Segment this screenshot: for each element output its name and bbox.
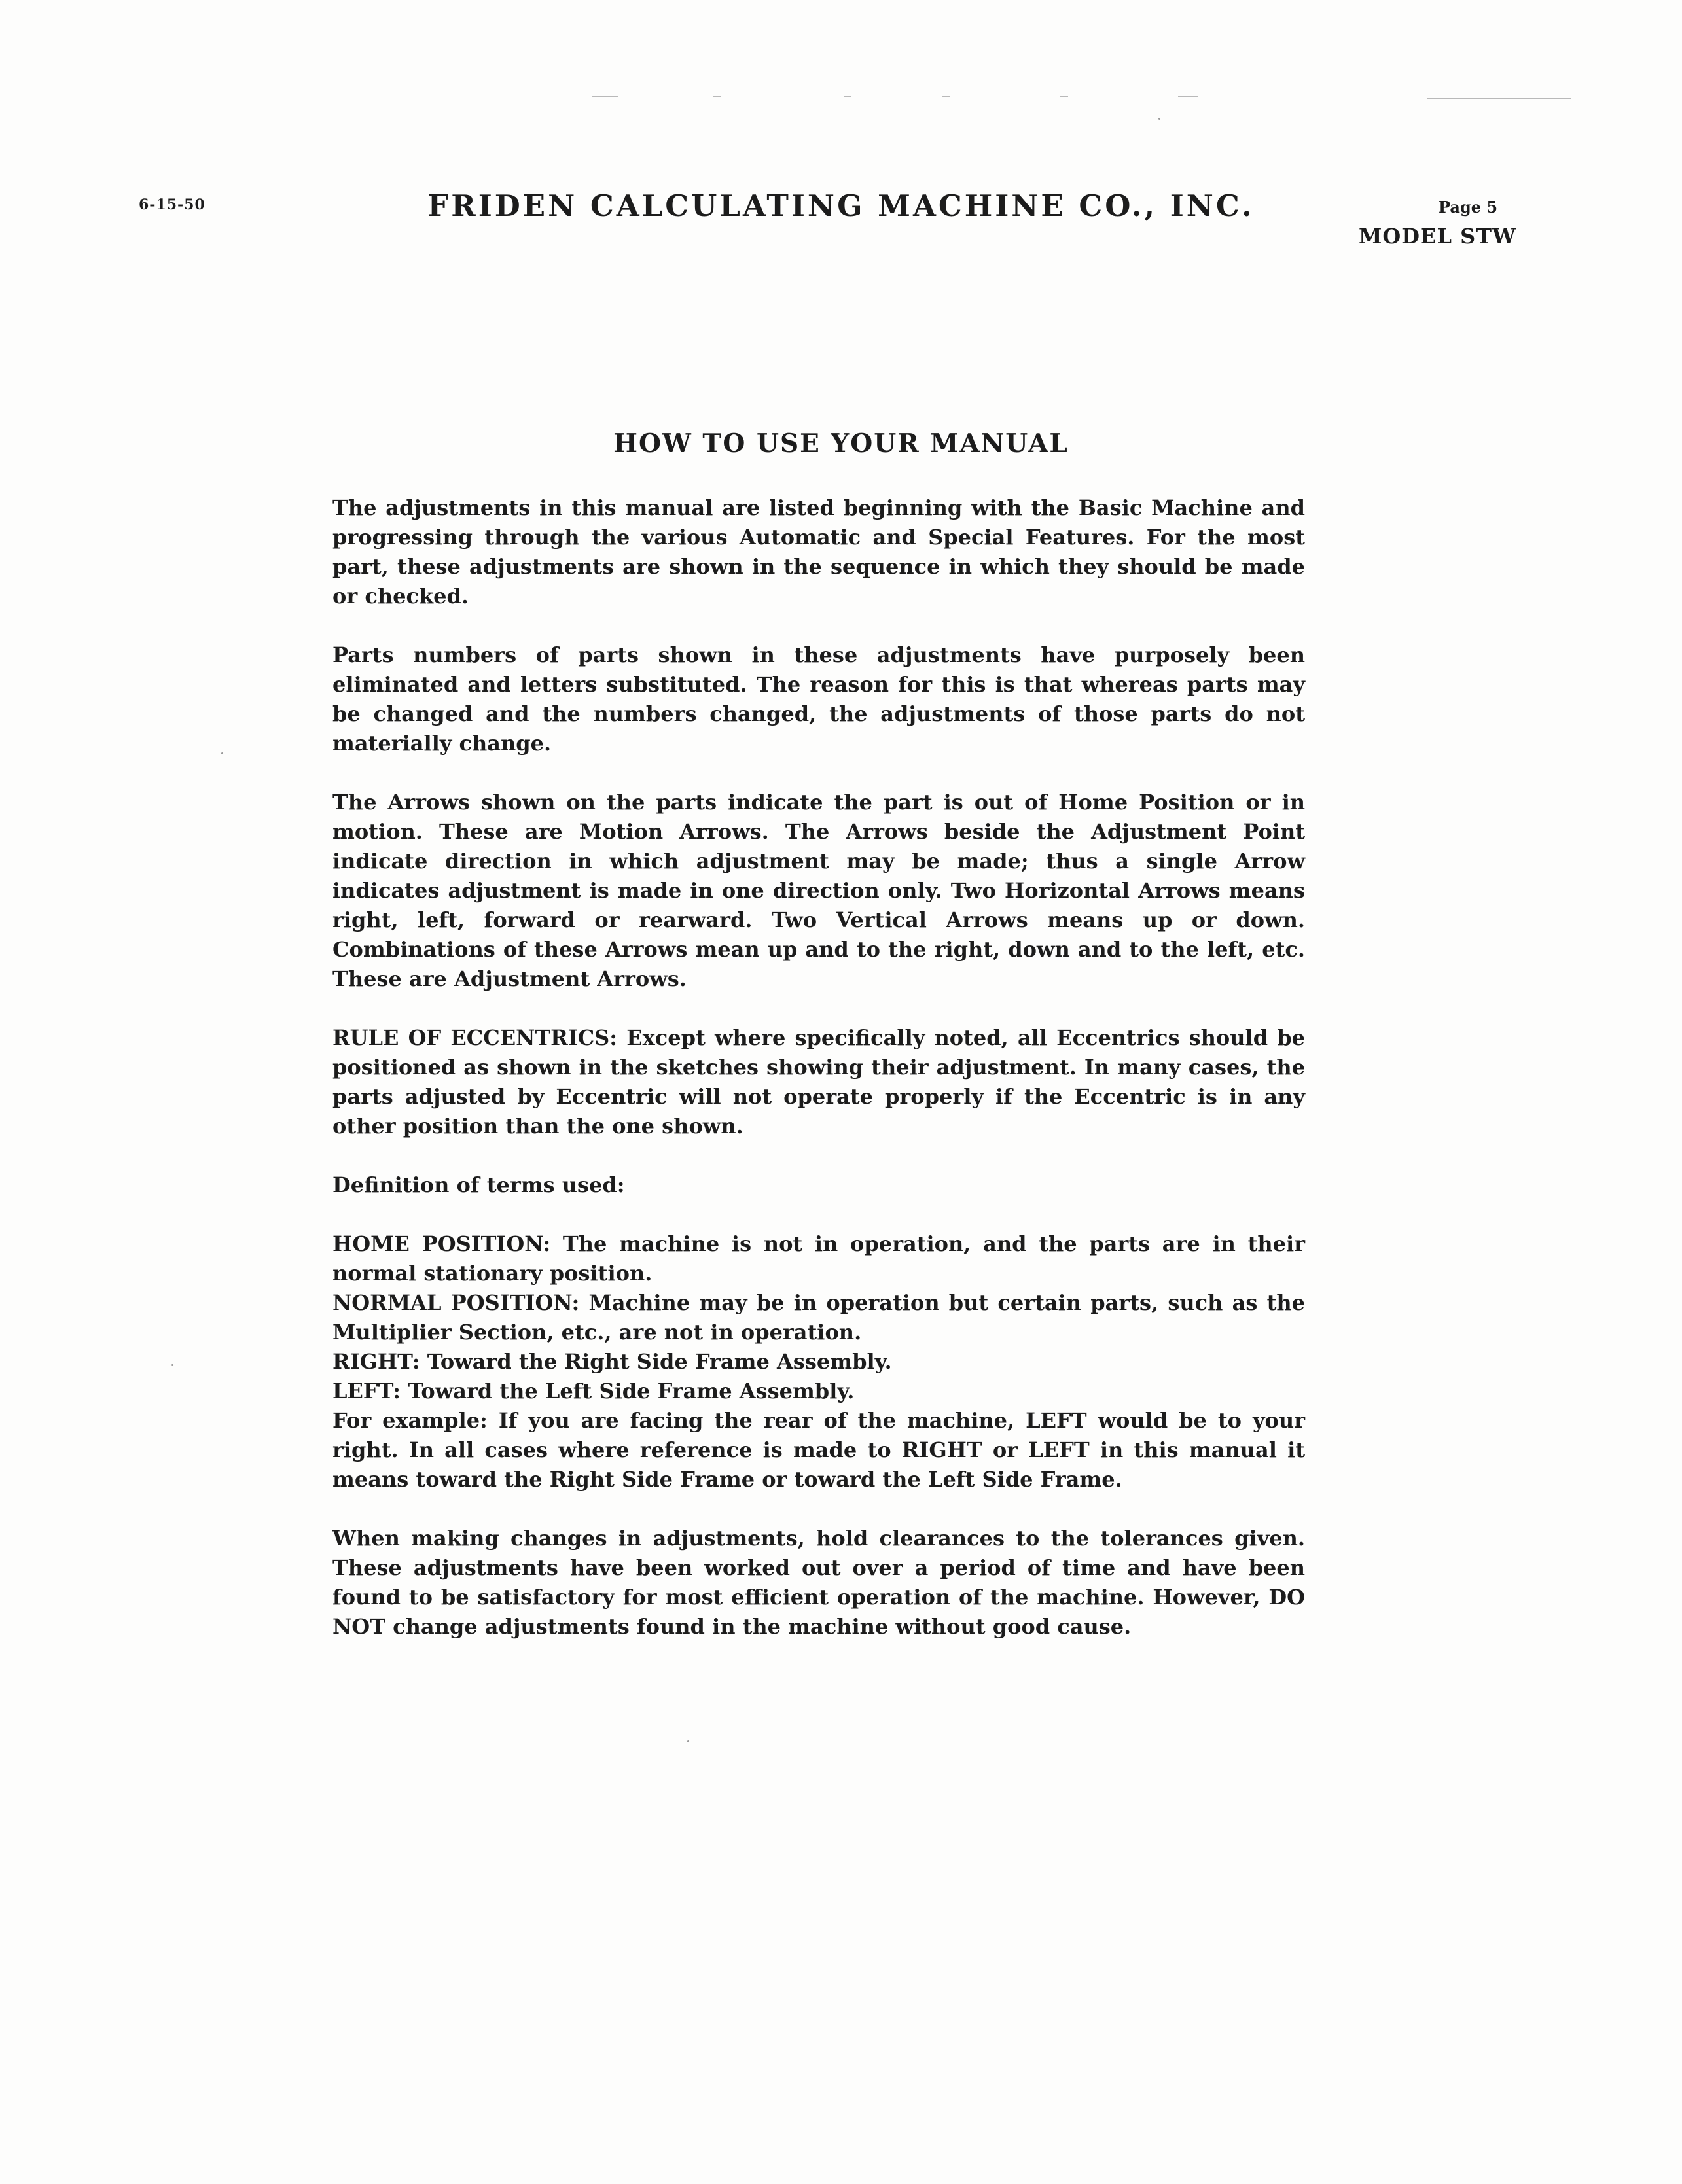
scan-mark <box>844 96 851 97</box>
scan-mark <box>592 96 618 97</box>
model-label: MODEL STW <box>1359 224 1516 249</box>
document-date: 6-15-50 <box>139 196 206 213</box>
definition-home-position: HOME POSITION: The machine is not in operation, and the parts are in their normal stationary position. <box>332 1231 1305 1286</box>
scan-mark <box>1060 96 1068 97</box>
company-name: FRIDEN CALCULATING MACHINE CO., INC. <box>427 188 1255 223</box>
definitions-list <box>332 1229 1305 1494</box>
definition-right: RIGHT: Toward the Right Side Frame Assembly. <box>332 1349 892 1374</box>
manual-body <box>332 493 1305 1671</box>
paragraph-adjustments-order: The adjustments in this manual are listed beginning with the Basic Machine and progressing through the various Automatic and Special Features. For the most part, these adjustments are shown in the sequence in which they should be made or checked. <box>332 495 1305 608</box>
paragraph-closing: When making changes in adjustments, hold clearances to the tolerances given. These adjustments have been worked out over a period of time and have been found to be satisfactory for most efficient operation of the machine. However, DO NOT change adjustments found in the machine without good cause. <box>332 1526 1305 1639</box>
scan-mark <box>713 96 721 97</box>
scan-speck <box>687 1740 689 1742</box>
scan-speck <box>1158 118 1160 120</box>
scan-mark <box>1178 96 1198 97</box>
paragraph-part-numbers: Parts numbers of parts shown in these adjustments have purposely been eliminated and letters substituted. The reason for this is that whereas parts may be changed and the numbers changed, the adjustments of those parts do not materially change. <box>332 643 1305 756</box>
definition-left: LEFT: Toward the Left Side Frame Assembly. <box>332 1379 855 1403</box>
definition-example: For example: If you are facing the rear of the machine, LEFT would be to your right. In all cases where reference is made to RIGHT or LEFT in this manual it means toward the Right Side Frame or toward the Left Side Frame. <box>332 1408 1305 1492</box>
paragraph-definitions-intro: Definition of terms used: <box>332 1172 625 1197</box>
paragraph-rule-of-eccentrics: RULE OF ECCENTRICS: Except where specifically noted, all Eccentrics should be positioned as shown in the sketches showing their adjustment. In many cases, the parts adjusted by Eccentric will not operate properly if the Eccentric is in any other position than the one shown. <box>332 1025 1305 1138</box>
scan-speck <box>221 752 223 754</box>
scan-mark <box>1427 98 1571 99</box>
scan-mark <box>942 96 950 97</box>
definition-normal-position: NORMAL POSITION: Machine may be in operation but certain parts, such as the Multiplier Section, etc., are not in operation. <box>332 1290 1305 1345</box>
page-title: HOW TO USE YOUR MANUAL <box>613 429 1069 459</box>
scan-speck <box>171 1364 173 1366</box>
paragraph-arrows: The Arrows shown on the parts indicate the part is out of Home Position or in motion. These are Motion Arrows. The Arrows beside the Adjustment Point indicate direction in which adjustment may be made; thus a single Arrow indicates adjustment is made in one direction only. Two Horizontal Arrows means right, left, forward or rearward. Two Vertical Arrows means up or down. Combinations of these Arrows mean up and to the right, down and to the left, etc. These are Adjustment Arrows. <box>332 790 1305 991</box>
page-number: Page 5 <box>1439 198 1498 217</box>
